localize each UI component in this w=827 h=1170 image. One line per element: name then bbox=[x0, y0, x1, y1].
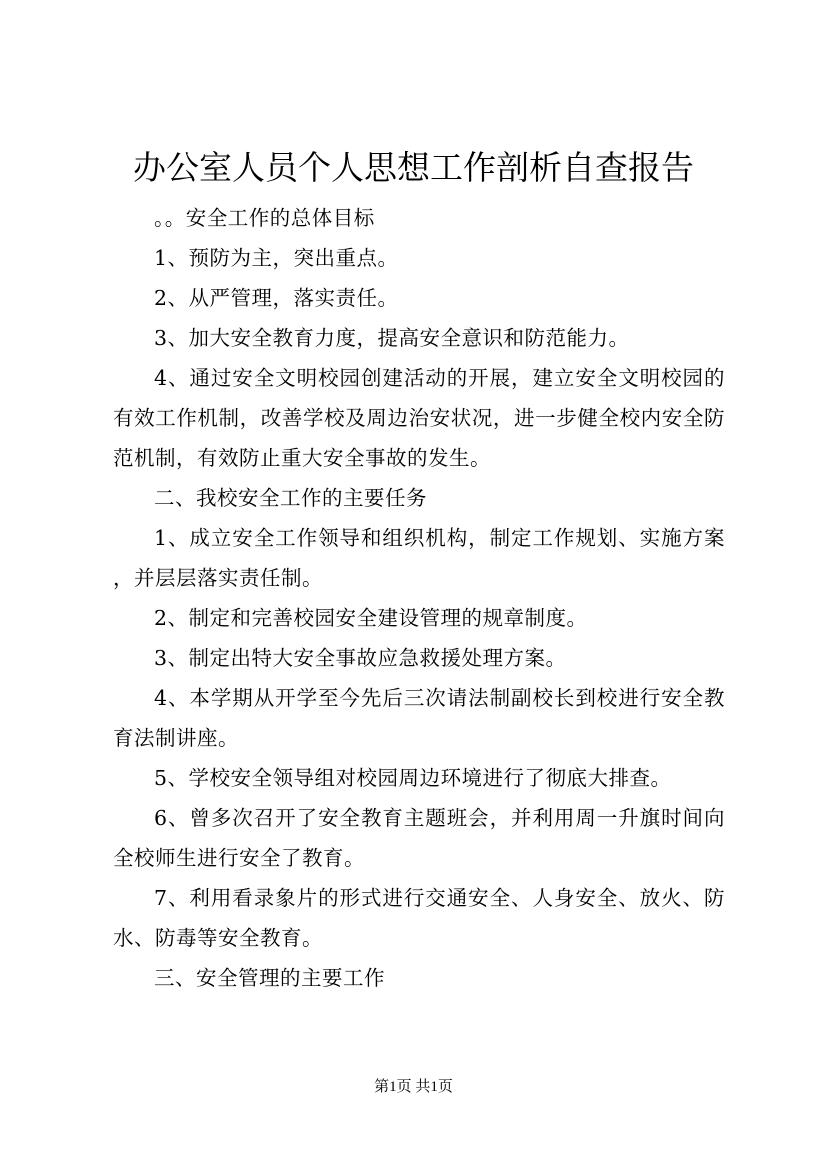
paragraph: 4、本学期从开学至今先后三次请法制副校长到校进行安全教育法制讲座。 bbox=[113, 686, 725, 750]
paragraph: 。。安全工作的总体目标 bbox=[154, 206, 375, 230]
paragraph: 5、学校安全领导组对校园周边环境进行了彻底大排查。 bbox=[154, 766, 672, 790]
paragraph: 1、预防为主，突出重点。 bbox=[154, 246, 399, 270]
paragraph: 1、成立安全工作领导和组织机构，制定工作规划、实施方案，并层层落实责任制。 bbox=[113, 526, 725, 590]
paragraph: 2、制定和完善校园安全建设管理的规章制度。 bbox=[154, 606, 588, 630]
page-footer: 第1页 共1页 bbox=[374, 1079, 453, 1095]
document-title: 办公室人员个人思想工作剖析自查报告 bbox=[133, 148, 694, 187]
paragraph: 7、利用看录象片的形式进行交通安全、人身安全、放火、防水、防毒等安全教育。 bbox=[113, 886, 725, 950]
section-heading: 二、我校安全工作的主要任务 bbox=[154, 486, 427, 510]
paragraph: 3、制定出特大安全事故应急救援处理方案。 bbox=[154, 646, 567, 670]
paragraph: 4、通过安全文明校园创建活动的开展，建立安全文明校园的有效工作机制，改善学校及周边治安状况，进一步健全校内安全防范机制，有效防止重大安全事故的发生。 bbox=[113, 366, 725, 470]
paragraph: 2、从严管理，落实责任。 bbox=[154, 286, 399, 310]
document-body bbox=[113, 198, 725, 998]
paragraph: 6、曾多次召开了安全教育主题班会，并利用周一升旗时间向全校师生进行安全了教育。 bbox=[113, 806, 725, 870]
paragraph: 3、加大安全教育力度，提高安全意识和防范能力。 bbox=[154, 326, 630, 350]
section-heading: 三、安全管理的主要工作 bbox=[154, 966, 385, 990]
